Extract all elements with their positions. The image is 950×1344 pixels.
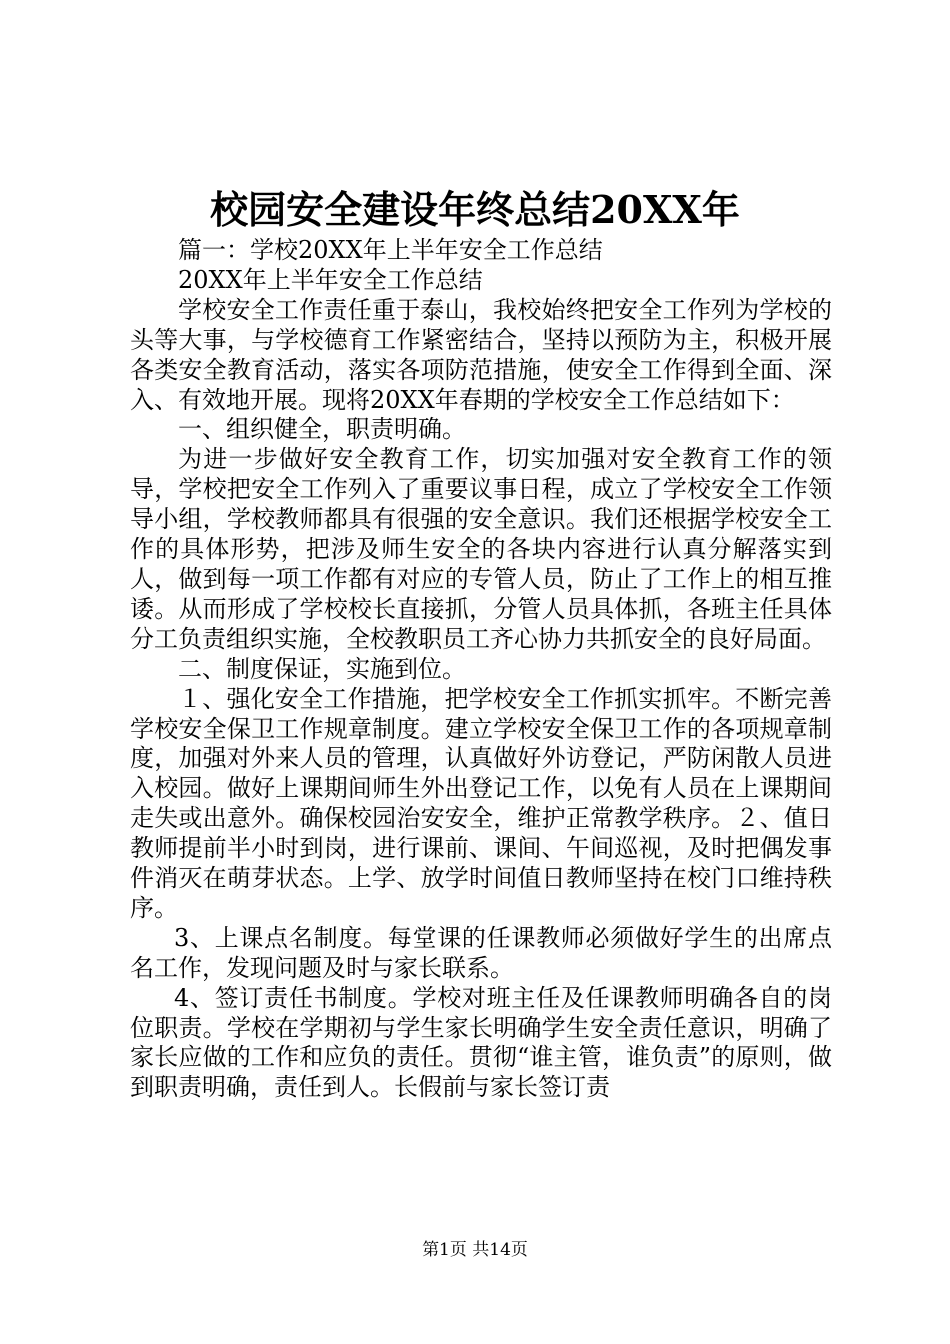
section-heading: 篇一：学校20XX年上半年安全工作总结 (178, 236, 603, 264)
section-subheading: 20XX年上半年安全工作总结 (178, 265, 483, 294)
document-title: 校园安全建设年终总结20XX年 (210, 187, 740, 232)
body-paragraph: 学校安全工作责任重于泰山，我校始终把安全工作列为学校的头等大事，与学校德育工作紧密结合，坚持以预防为主，积极开展各类安全教育活动，落实各项防范措施，使安全工作得到全面、深入、有效地开展。现将20XX年春期的学校安全工作总结如下： (130, 295, 832, 414)
body-paragraph: １、强化安全工作措施，把学校安全工作抓实抓牢。不断完善学校安全保卫工作规章制度。建立学校安全保卫工作的各项规章制度，加强对外来人员的管理，认真做好外访登记，严防闲散人员进入校园。做好上课期间师生外出登记工作，以免有人员在上课期间走失或出意外。确保校园治安安全，维护正常教学秩序。２、值日教师提前半小时到岗，进行课前、课间、午间巡视，及时把偶发事件消灭在萌芽状态。上学、放学时间值日教师坚持在校门口维持秩序。 (130, 684, 832, 922)
body-paragraph: 4、签订责任书制度。学校对班主任及任课教师明确各自的岗位职责。学校在学期初与学生家长明确学生安全责任意识，明确了家长应做的工作和应负的责任。贯彻“谁主管，谁负责”的原则，做到职责明确，责任到人。长假前与家长签订责 (130, 983, 832, 1102)
section-heading: 一、组织健全，职责明确。 (178, 415, 466, 444)
document-body (130, 236, 832, 1103)
body-paragraph: 3、上课点名制度。每堂课的任课教师必须做好学生的出席点名工作，发现问题及时与家长联系。 (130, 923, 832, 982)
section-heading: 二、制度保证，实施到位。 (178, 654, 466, 683)
body-paragraph: 为进一步做好安全教育工作，切实加强对安全教育工作的领导，学校把安全工作列入了重要议事日程，成立了学校安全工作领导小组，学校教师都具有很强的安全意识。我们还根据学校安全工作的具体形势，把涉及师生安全的各块内容进行认真分解落实到人，做到每一项工作都有对应的专管人员，防止了工作上的相互推诿。从而形成了学校校长直接抓，分管人员具体抓，各班主任具体分工负责组织实施，全校教职员工齐心协力共抓安全的良好局面。 (130, 445, 832, 653)
page-number: 第1页 共14页 (422, 1240, 528, 1260)
